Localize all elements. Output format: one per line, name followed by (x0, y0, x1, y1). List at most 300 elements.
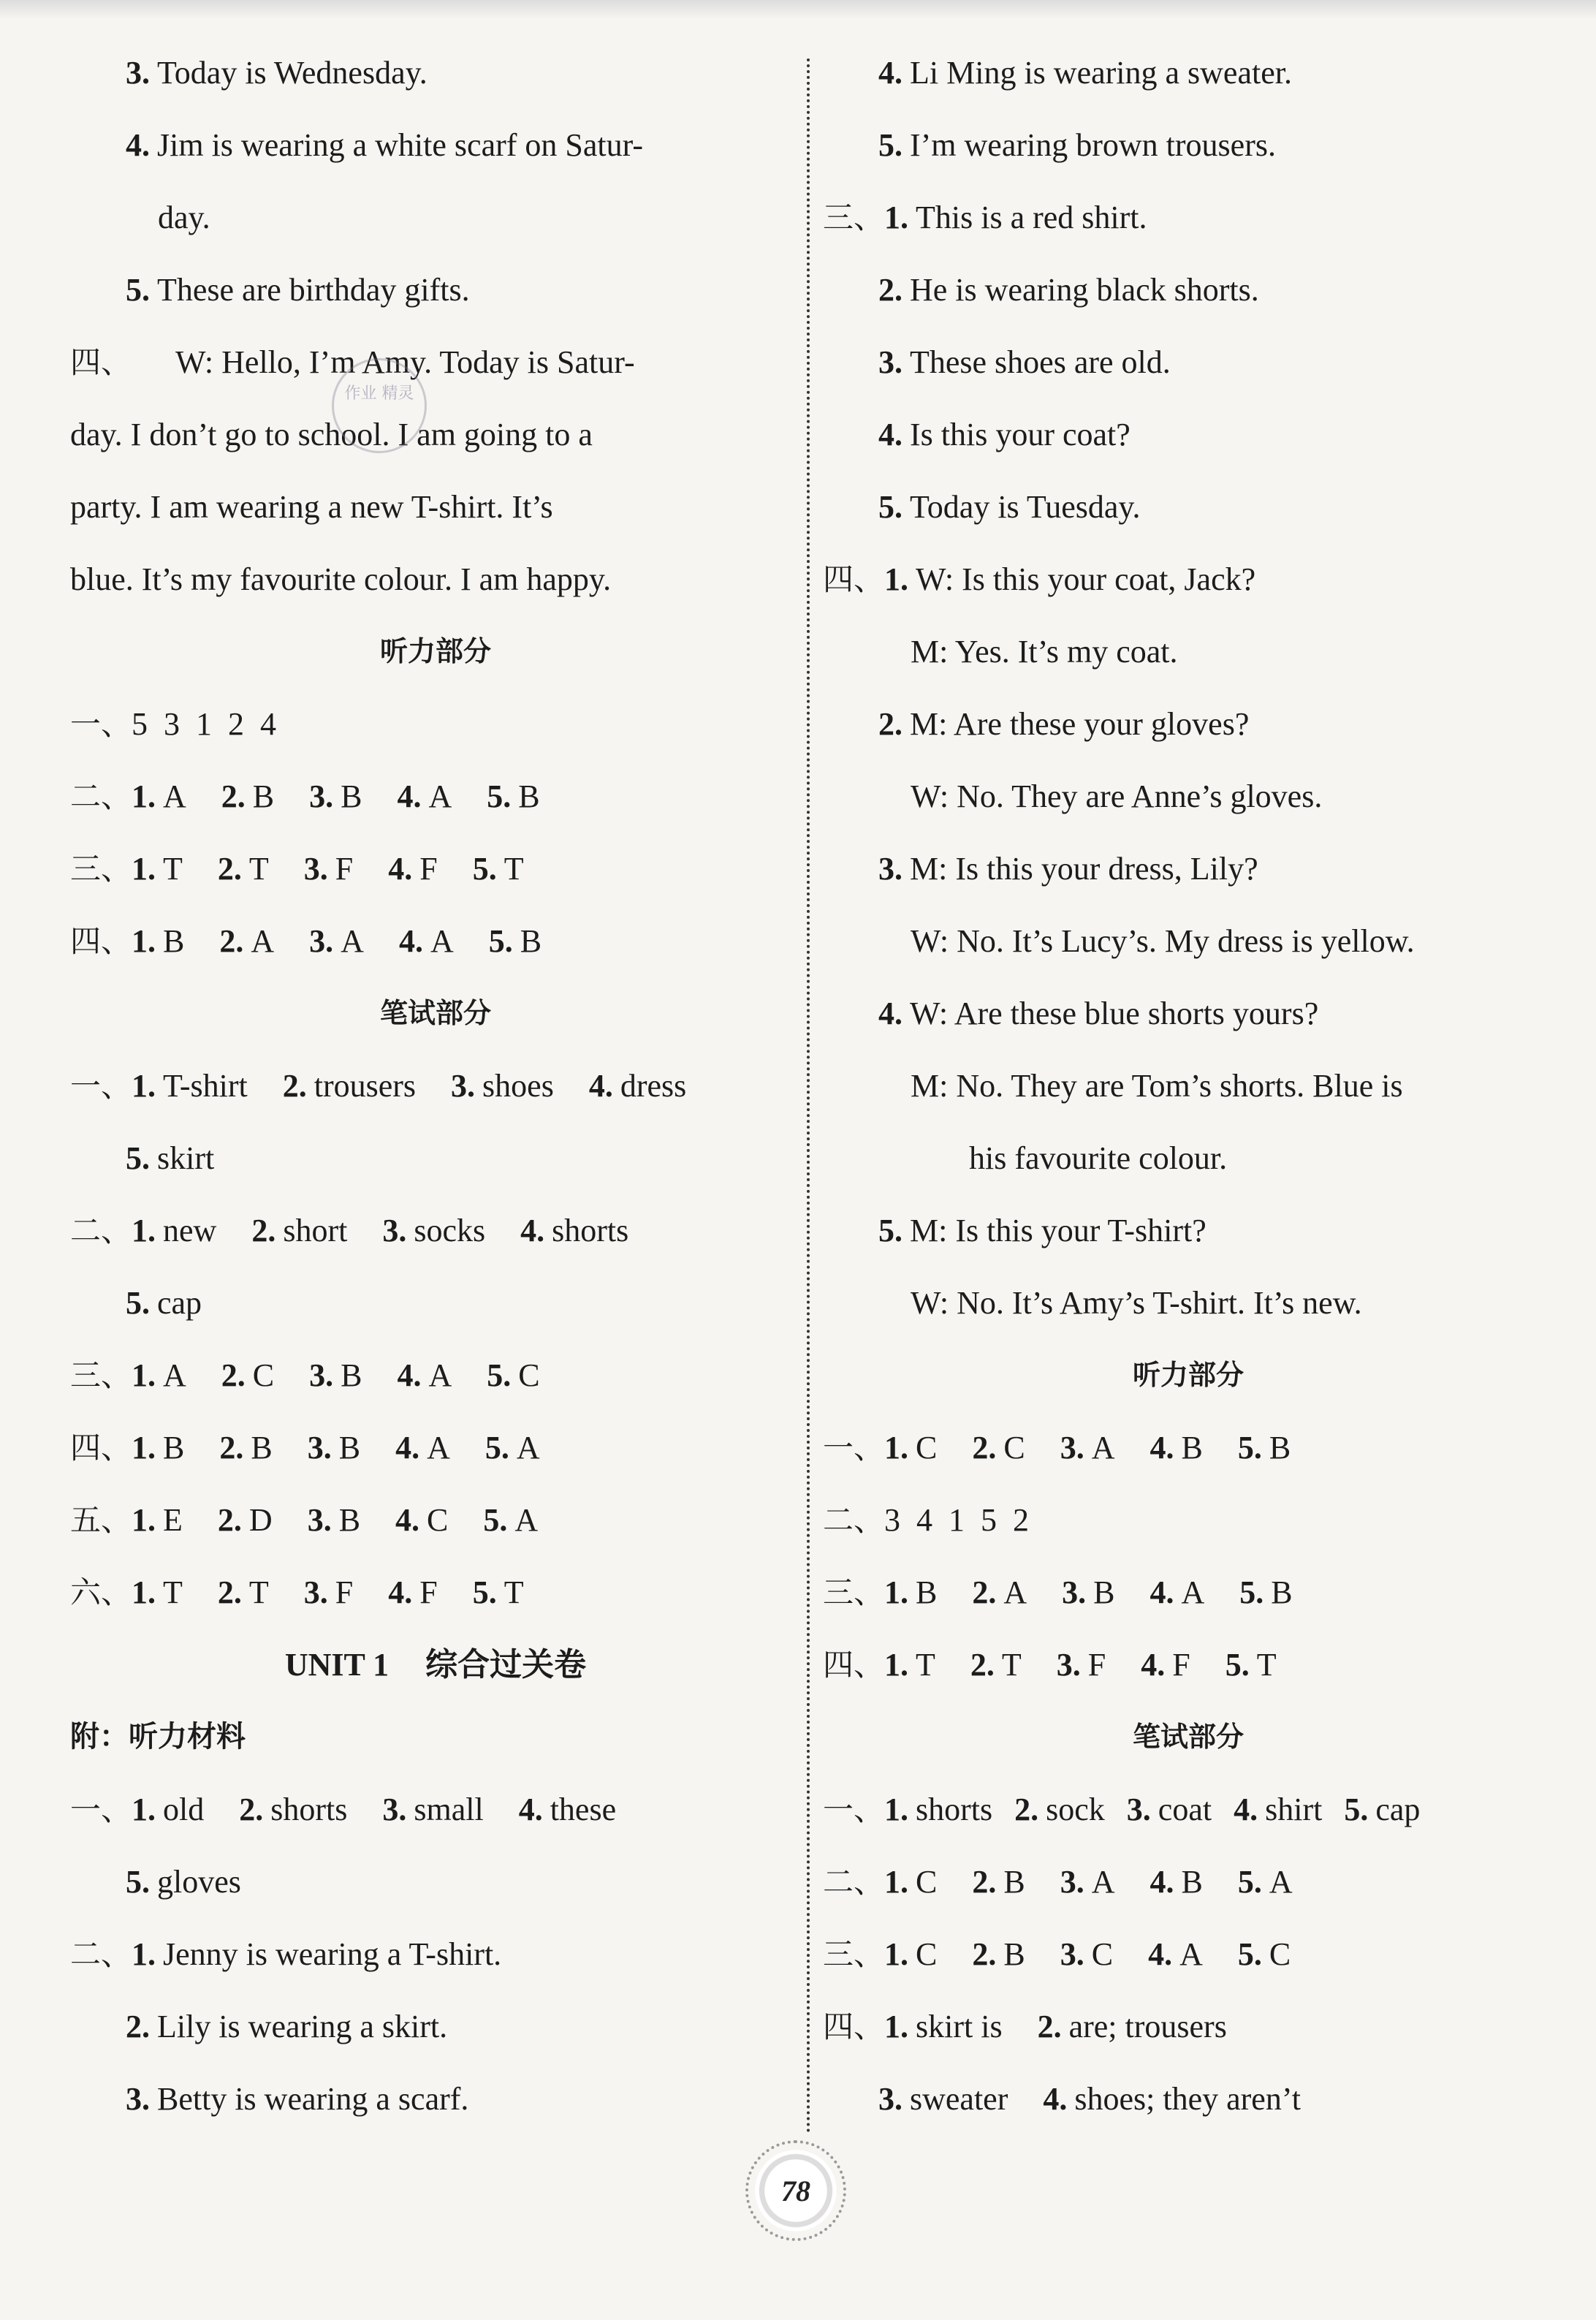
answer-line: day. (158, 200, 210, 235)
answer-row (70, 1556, 801, 1629)
item-number: 2. (282, 1068, 307, 1104)
item-number: 1. (884, 1574, 909, 1610)
item-number: 5. (1239, 1574, 1264, 1610)
item-answer: C (1003, 1430, 1025, 1466)
item-answer: small (414, 1792, 484, 1827)
answer-row (823, 2063, 1554, 2135)
item-answer: F (335, 1574, 354, 1610)
answer-line: 3. These shoes are old. (878, 344, 1171, 380)
section-mark: 四、 (70, 923, 132, 959)
answer-item (972, 1556, 1027, 1629)
answer-row (70, 833, 801, 905)
item-answer: trousers (314, 1068, 417, 1104)
answer-item (884, 1411, 937, 1484)
answer-line: 4. W: Are these blue shorts yours? (878, 996, 1319, 1031)
item-answer: C (252, 1357, 275, 1393)
section-mark: 三、 (823, 1574, 885, 1610)
item-answer: A (427, 1430, 450, 1466)
answer-line: 2. He is wearing black shorts. (878, 272, 1259, 308)
answer-line: blue. It’s my favourite colour. I am happy. (70, 561, 612, 597)
item-number: 1. (132, 778, 156, 814)
answer-item (884, 1990, 1003, 2063)
answer-item (395, 1484, 448, 1556)
answer-item (399, 905, 454, 977)
section-title: 笔试部分 (379, 997, 491, 1029)
item-answer: skirt is (916, 2009, 1003, 2044)
dialogue-line: W: No. They are Anne’s gloves. (911, 778, 1323, 814)
item-number: 3. (382, 1213, 407, 1248)
answer-item (283, 1050, 416, 1122)
answer-item (1127, 1773, 1212, 1846)
item-number: 4. (395, 1430, 420, 1466)
item-answer: A (430, 923, 454, 959)
answer-line: 3. M: Is this your dress, Lily? (878, 851, 1258, 887)
item-answer: shorts (270, 1792, 348, 1827)
item-number: 3. (878, 2081, 902, 2117)
item-answer: E (163, 1502, 183, 1538)
answer-line: 5. gloves (126, 1864, 241, 1900)
answer-item (589, 1050, 686, 1122)
answer-line: 四、1. W: Is this your coat, Jack? (823, 561, 1256, 597)
item-answer: T (248, 851, 269, 887)
item-answer: A (514, 1502, 539, 1538)
item-number: 4. (397, 1357, 422, 1393)
section-mark: 四、 (823, 2009, 885, 2044)
item-number: 3. (451, 1068, 476, 1104)
item-answer: A (1269, 1864, 1293, 1900)
answer-row (70, 905, 801, 977)
dialogue-line: W: No. It’s Amy’s T-shirt. It’s new. (911, 1285, 1362, 1321)
answer-item (519, 1773, 616, 1846)
item-answer: F (335, 851, 354, 887)
item-number: 2. (972, 1574, 997, 1610)
section-mark: 四、 (823, 1647, 885, 1683)
section-mark: 一、 (70, 1792, 132, 1827)
answer-row (823, 1773, 1554, 1846)
item-number: 4. (1150, 1430, 1174, 1466)
item-answer: C (1269, 1936, 1291, 1972)
answer-item (132, 1773, 204, 1846)
answer-item (878, 2063, 1008, 2135)
item-number: 1. (132, 1792, 156, 1827)
answer-item (473, 1556, 524, 1629)
answer-item (309, 760, 362, 833)
item-answer: B (1269, 1430, 1291, 1466)
item-answer: new (163, 1213, 217, 1248)
answer-item (132, 1194, 216, 1267)
answer-item (382, 1773, 483, 1846)
item-answer: A (1091, 1864, 1115, 1900)
answer-item (132, 760, 186, 833)
item-number: 5. (1225, 1647, 1250, 1683)
item-answer: F (419, 1574, 438, 1610)
answer-item (218, 1484, 273, 1556)
answer-row (823, 1990, 1554, 2063)
answer-item (219, 1411, 272, 1484)
item-number: 2. (972, 1430, 997, 1466)
item-answer: T (1256, 1647, 1277, 1683)
answer-item (1060, 1411, 1115, 1484)
answer-item (487, 1339, 539, 1411)
item-number: 4. (518, 1792, 543, 1827)
column-divider (807, 58, 810, 2134)
section-mark: 一、 (70, 1068, 132, 1104)
answer-item (972, 1918, 1025, 1990)
item-answer: T (916, 1647, 935, 1683)
answer-item (451, 1050, 554, 1122)
dialogue-line: W: No. It’s Lucy’s. My dress is yellow. (911, 923, 1415, 959)
answer-row: 一、5 3 1 2 4 (70, 706, 277, 742)
answer-item (1148, 1918, 1203, 1990)
answer-row (70, 760, 801, 833)
answer-item (884, 1918, 937, 1990)
item-number: 3. (307, 1430, 332, 1466)
item-number: 3. (1062, 1574, 1087, 1610)
answer-item (398, 1339, 452, 1411)
item-number: 3. (309, 1357, 334, 1393)
item-answer: B (1181, 1864, 1203, 1900)
watermark-stamp: 作业 精灵 (332, 358, 427, 453)
item-number: 1. (132, 851, 156, 887)
item-number: 3. (303, 1574, 328, 1610)
item-number: 1. (884, 1430, 909, 1466)
answer-item (1238, 1846, 1293, 1918)
item-answer: cap (1375, 1792, 1421, 1827)
item-number: 1. (884, 1936, 909, 1972)
item-number: 5. (487, 1357, 512, 1393)
answer-item (398, 760, 452, 833)
item-number: 4. (1148, 1936, 1173, 1972)
answer-item (382, 1194, 485, 1267)
answer-line: 2. Lily is wearing a skirt. (126, 2009, 448, 2044)
item-number: 1. (132, 1213, 156, 1248)
answer-row (70, 1484, 801, 1556)
item-answer: A (1179, 1936, 1203, 1972)
item-number: 2. (217, 1574, 242, 1610)
answer-item (1239, 1556, 1292, 1629)
item-number: 2. (970, 1647, 995, 1683)
item-number: 4. (588, 1068, 613, 1104)
item-answer: C (916, 1430, 938, 1466)
answer-row: 二、3 4 1 5 2 (823, 1502, 1030, 1538)
item-answer: A (163, 778, 186, 814)
answer-line: 4. Is this your coat? (878, 417, 1130, 452)
item-answer: A (1003, 1574, 1027, 1610)
answer-line: 4. Li Ming is wearing a sweater. (878, 55, 1292, 91)
answer-item (304, 1556, 353, 1629)
answer-item (218, 833, 269, 905)
item-answer: B (518, 778, 540, 814)
item-answer: shoes; they aren’t (1074, 2081, 1301, 2117)
item-number: 1. (132, 923, 156, 959)
item-number: 2. (219, 923, 244, 959)
item-answer: D (248, 1502, 273, 1538)
item-number: 1. (884, 1792, 909, 1827)
item-answer: B (338, 1502, 361, 1538)
section-title: 听力部分 (1132, 1359, 1244, 1391)
answer-item (132, 1050, 248, 1122)
section-mark: 五、 (70, 1502, 132, 1538)
item-answer: B (163, 1430, 185, 1466)
item-number: 4. (1234, 1792, 1258, 1827)
item-answer: T (503, 851, 524, 887)
section-mark: 三、 (70, 1357, 132, 1393)
item-number: 2. (217, 851, 242, 887)
item-answer: A (163, 1357, 186, 1393)
answer-item (132, 1484, 183, 1556)
answer-line: 二、1. Jenny is wearing a T-shirt. (70, 1936, 502, 1972)
answer-item (884, 1773, 992, 1846)
item-number: 5. (487, 778, 512, 814)
answer-item (1238, 1918, 1291, 1990)
item-number: 5. (472, 1574, 497, 1610)
answer-item (473, 833, 524, 905)
item-answer: B (1181, 1430, 1203, 1466)
item-answer: T (1001, 1647, 1022, 1683)
answer-line: 5. Today is Tuesday. (878, 489, 1141, 525)
item-number: 2. (219, 1430, 244, 1466)
item-answer: F (1172, 1647, 1190, 1683)
item-answer: B (163, 923, 185, 959)
item-answer: B (341, 778, 362, 814)
answer-row (70, 1411, 801, 1484)
answer-item (132, 833, 183, 905)
answer-item (221, 1339, 274, 1411)
answer-row (823, 1629, 1554, 1701)
item-answer: A (1091, 1430, 1115, 1466)
answer-line: 3. Betty is wearing a scarf. (126, 2081, 469, 2117)
scan-edge (0, 0, 1596, 19)
item-answer: coat (1158, 1792, 1212, 1827)
item-answer: are; trousers (1068, 2009, 1227, 2044)
answer-line: party. I am wearing a new T-shirt. It’s (70, 489, 553, 525)
section-mark: 一、 (823, 1430, 885, 1466)
page-number-badge (745, 2140, 846, 2241)
section-mark: 四、 (70, 1430, 132, 1466)
item-number: 5. (1344, 1792, 1369, 1827)
answer-item (972, 1846, 1025, 1918)
item-number: 1. (132, 1068, 156, 1104)
item-answer: C (427, 1502, 449, 1538)
answer-item (251, 1194, 347, 1267)
item-number: 5. (472, 851, 497, 887)
answer-item (218, 1556, 269, 1629)
item-answer: short (283, 1213, 348, 1248)
item-number: 5. (484, 1430, 509, 1466)
answer-line: 5. M: Is this your T-shirt? (878, 1213, 1206, 1248)
page-number: 78 (781, 2174, 810, 2207)
item-number: 4. (1150, 1574, 1174, 1610)
answer-item (1014, 1773, 1105, 1846)
answer-row (823, 1556, 1554, 1629)
item-answer: T (163, 1574, 183, 1610)
item-answer: dress (620, 1068, 687, 1104)
item-number: 1. (132, 1502, 156, 1538)
item-number: 5. (1237, 1430, 1262, 1466)
item-answer: T (163, 851, 183, 887)
item-answer: these (550, 1792, 617, 1827)
item-number: 2. (251, 1213, 276, 1248)
item-answer: F (419, 851, 438, 887)
left-column (70, 37, 801, 2135)
item-number: 4. (395, 1502, 420, 1538)
item-answer: A (1181, 1574, 1205, 1610)
item-answer: A (516, 1430, 540, 1466)
item-answer: B (338, 1430, 361, 1466)
answer-item (309, 1339, 362, 1411)
answer-item (485, 1411, 540, 1484)
item-answer: B (520, 923, 542, 959)
answer-item (308, 1411, 360, 1484)
dialogue-line: his favourite colour. (969, 1140, 1228, 1176)
item-number: 3. (382, 1792, 407, 1827)
answer-item (520, 1194, 628, 1267)
answer-line: 5. cap (126, 1285, 202, 1321)
answer-line: day. I don’t go to school. I am going to a (70, 417, 593, 452)
section-mark: 一、 (823, 1792, 885, 1827)
answer-item (1150, 1411, 1203, 1484)
answer-item (884, 1846, 937, 1918)
item-answer: B (251, 1430, 273, 1466)
answer-item (972, 1411, 1025, 1484)
item-answer: shorts (552, 1213, 629, 1248)
answer-item (1150, 1846, 1203, 1918)
answer-item (309, 905, 364, 977)
item-answer: T (248, 1574, 269, 1610)
answer-item (1226, 1629, 1277, 1701)
item-answer: B (1093, 1574, 1115, 1610)
answer-row (823, 1411, 1554, 1484)
item-answer: old (163, 1792, 205, 1827)
answer-row (70, 1050, 801, 1122)
item-number: 3. (1060, 1936, 1084, 1972)
item-answer: shoes (482, 1068, 554, 1104)
item-number: 1. (132, 1357, 156, 1393)
item-answer: F (1087, 1647, 1106, 1683)
item-number: 4. (388, 1574, 413, 1610)
item-number: 1. (884, 2009, 909, 2044)
item-number: 2. (217, 1502, 242, 1538)
answer-line: 5. I’m wearing brown trousers. (878, 127, 1276, 163)
item-number: 2. (972, 1936, 997, 1972)
section-mark: 三、 (70, 851, 132, 887)
answer-row (70, 1773, 801, 1846)
item-answer: B (1003, 1936, 1025, 1972)
item-answer: shorts (916, 1792, 993, 1827)
answer-item (884, 1629, 935, 1701)
answer-item (1060, 1846, 1115, 1918)
section-mark: 六、 (70, 1574, 132, 1610)
answer-item (1060, 1918, 1113, 1990)
answer-item (239, 1773, 347, 1846)
right-column (823, 37, 1554, 2135)
item-number: 5. (1237, 1936, 1262, 1972)
section-mark: 二、 (70, 1213, 132, 1248)
answer-item (1150, 1556, 1205, 1629)
section-title: 笔试部分 (1132, 1721, 1244, 1753)
item-answer: A (428, 778, 452, 814)
item-answer: C (916, 1864, 938, 1900)
answer-row (70, 1339, 801, 1411)
item-number: 3. (303, 851, 328, 887)
item-number: 1. (884, 1864, 909, 1900)
item-number: 3. (1126, 1792, 1151, 1827)
item-answer: T (503, 1574, 524, 1610)
item-number: 2. (1037, 2009, 1062, 2044)
answer-item (1141, 1629, 1190, 1701)
item-number: 4. (1141, 1647, 1166, 1683)
item-answer: A (341, 923, 364, 959)
unit-title: UNIT 1 综合过关卷 (284, 1646, 587, 1683)
item-answer: B (252, 778, 275, 814)
answer-item (132, 905, 184, 977)
item-number: 4. (388, 851, 413, 887)
item-answer: sock (1046, 1792, 1105, 1827)
answer-item (132, 1556, 183, 1629)
answer-row (70, 1194, 801, 1267)
item-answer: C (518, 1357, 540, 1393)
answer-item (1344, 1773, 1420, 1846)
answer-line: 5. skirt (126, 1140, 215, 1176)
answer-line: 三、1. This is a red shirt. (823, 200, 1147, 235)
section-mark: 二、 (70, 778, 132, 814)
item-answer: B (341, 1357, 362, 1393)
item-number: 2. (239, 1792, 264, 1827)
answer-line: 3. Today is Wednesday. (126, 55, 428, 91)
item-number: 4. (1043, 2081, 1068, 2117)
answer-row (823, 1918, 1554, 1990)
item-answer: B (1003, 1864, 1025, 1900)
answer-line: 5. These are birthday gifts. (126, 272, 470, 308)
item-number: 3. (307, 1502, 332, 1538)
answer-item (132, 1411, 184, 1484)
item-number: 4. (520, 1213, 545, 1248)
appendix-title: 附：听力材料 (70, 1720, 246, 1754)
answer-item (970, 1629, 1022, 1701)
item-answer: B (1271, 1574, 1293, 1610)
answer-item (489, 905, 542, 977)
answer-item (884, 1556, 937, 1629)
dialogue-line: M: No. They are Tom’s shorts. Blue is (911, 1068, 1403, 1104)
answer-item (219, 905, 274, 977)
answer-item (132, 1339, 186, 1411)
answer-item (1043, 2063, 1301, 2135)
section-mark: 三、 (823, 1936, 885, 1972)
answer-item (1038, 1990, 1227, 2063)
answer-item (1062, 1556, 1114, 1629)
item-number: 1. (884, 1647, 909, 1683)
item-number: 5. (483, 1502, 508, 1538)
answer-item (395, 1411, 450, 1484)
item-number: 4. (1150, 1864, 1174, 1900)
item-answer: shirt (1265, 1792, 1323, 1827)
item-number: 1. (132, 1574, 156, 1610)
item-number: 2. (221, 778, 246, 814)
answer-item (483, 1484, 538, 1556)
item-number: 3. (309, 923, 334, 959)
answer-line: 2. M: Are these your gloves? (878, 706, 1250, 742)
item-number: 2. (1014, 1792, 1039, 1827)
answer-item (1238, 1411, 1291, 1484)
item-number: 2. (221, 1357, 246, 1393)
item-answer: C (1091, 1936, 1114, 1972)
section-mark: 二、 (823, 1864, 885, 1900)
answer-item (1057, 1629, 1106, 1701)
dialogue-line: M: Yes. It’s my coat. (911, 634, 1178, 670)
item-number: 5. (488, 923, 513, 959)
answer-item (388, 833, 437, 905)
item-number: 1. (132, 1430, 156, 1466)
